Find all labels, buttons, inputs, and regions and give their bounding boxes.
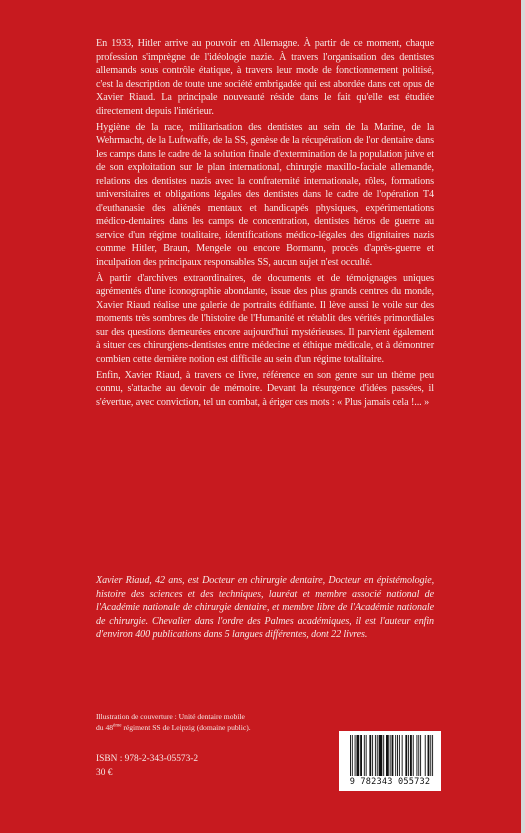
- barcode-bar: [397, 735, 398, 776]
- barcode-bar: [355, 735, 356, 776]
- barcode-bar: [383, 735, 384, 776]
- barcode-bar: [399, 735, 400, 776]
- barcode-bar: [360, 735, 362, 776]
- barcode-bar: [430, 735, 431, 776]
- summary-paragraph-1: En 1933, Hitler arrive au pouvoir en Allemagne. À partir de ce moment, chaque profession s'imprègne de l'idéologie nazie. À travers l'organisation des dentistes allemands sous contrôle étatique, à travers leur mode de fonctionnement politisé, c'est la description de toute une société embrigadée qui est abordée dans cet opus de Xavier Riaud. La principale nouveauté réside dans le fait qu'elle est étudiée directement depuis l'intérieur.: [96, 38, 434, 117]
- barcode-bar: [425, 735, 426, 776]
- barcode-bar: [366, 735, 367, 776]
- barcode-bar: [369, 735, 371, 776]
- credit-line-2-sup: ème: [113, 722, 122, 728]
- illustration-credit: [96, 712, 336, 733]
- barcode-bars: [350, 735, 434, 776]
- credit-line-1: Illustration de couverture : Unité dentaire mobile: [96, 712, 245, 721]
- barcode-bar: [420, 735, 421, 776]
- barcode-bar: [418, 735, 419, 776]
- barcode-bar: [386, 735, 389, 776]
- barcode-bar: [375, 735, 376, 776]
- summary-paragraph-2: Hygiène de la race, militarisation des dentistes au sein de la Marine, de la Wehrmacht, de la Luftwaffe, de la SS, genèse de la récupération de l'or dentaire dans les camps dans le cadre de la solution finale d'extermination de la population juive et de son exploitation sur le plan international, chirurgie maxillo-faciale allemande, relations des dentistes nazis avec la confraternité internationale, rôles, formations universitaires et obligations légales des dentistes dans le cadre de l'opération T4 d'euthanasie des aliénés mentaux et handicapés physiques, expérimentations médico-dentaires dans les camps de concentration, dentistes héros de guerre au service d'un régime totalitaire, identifications médico-légales des dignitaires nazis comme Hitler, Braun, Mengele ou encore Bormann, procès d'après-guerre et inculpation des principaux responsables SS, aucun sujet n'est occulté.: [96, 121, 434, 268]
- barcode-bar: [390, 735, 391, 776]
- summary-paragraph-3: À partir d'archives extraordinaires, de documents et de témoignages uniques agrémentés d'une iconographie abondante, issue des plus grands centres du monde, Xavier Riaud réalise une galerie de portraits édifiante. Il lève aussi le voile sur des moments très sombres de l'histoire de l'Humanité et rétablit des vérités primordiales sur des questions demeurées encore aujourd'hui mystérieuses. Il parvient également à situer ces chirurgiens-dentistes entre médecine et éthique médicale, et à démontrer combien cette dernière notion est difficile au sein d'un régime totalitaire.: [96, 272, 434, 365]
- barcode-bar: [395, 735, 396, 776]
- barcode-bar: [350, 735, 351, 776]
- barcode-bar: [410, 735, 412, 776]
- summary-text: [96, 37, 434, 412]
- credit-line-2-prefix: du 48: [96, 722, 114, 732]
- author-bio: Xavier Riaud, 42 ans, est Docteur en chirurgie dentaire, Docteur en épistémologie, histoire des sciences et des techniques, lauréat et membre associé national de l'Académie nationale de chirurgie dentaire, et membre libre de l'Académie nationale de chirurgie. Chevalier dans l'ordre des Palmes académiques, il est l'auteur enfin d'environ 400 publications dans 5 langues différentes, dont 22 livres.: [96, 575, 434, 641]
- isbn-text: ISBN : 978-2-343-05573-2: [96, 754, 199, 764]
- barcode: [339, 731, 441, 791]
- barcode-bar: [352, 735, 353, 776]
- barcode-bar: [405, 735, 407, 776]
- barcode-bar: [377, 735, 378, 776]
- barcode-digits: 9 782343 055732: [349, 777, 431, 787]
- barcode-bar: [364, 735, 365, 776]
- barcode-bar: [372, 735, 373, 776]
- barcode-bar: [413, 735, 414, 776]
- barcode-bar: [428, 735, 430, 776]
- barcode-bar: [408, 735, 409, 776]
- barcode-bar: [416, 735, 417, 776]
- barcode-bar: [379, 735, 383, 776]
- credit-line-2-suffix: régiment SS de Leipzig (domaine public).: [121, 722, 251, 732]
- barcode-bar: [356, 735, 359, 776]
- barcode-bar: [392, 735, 394, 776]
- barcode-bar: [432, 735, 433, 776]
- price-text: 30 €: [96, 768, 113, 778]
- barcode-bar: [402, 735, 403, 776]
- page-edge: [521, 0, 525, 833]
- summary-paragraph-4: Enfin, Xavier Riaud, à travers ce livre, référence en son genre sur un thème peu connu, s'attache au devoir de mémoire. Devant la résurgence d'idées passées, il s'évertue, avec conviction, tel un combat, à ériger ces mots : « Plus jamais cela !... »: [96, 369, 434, 408]
